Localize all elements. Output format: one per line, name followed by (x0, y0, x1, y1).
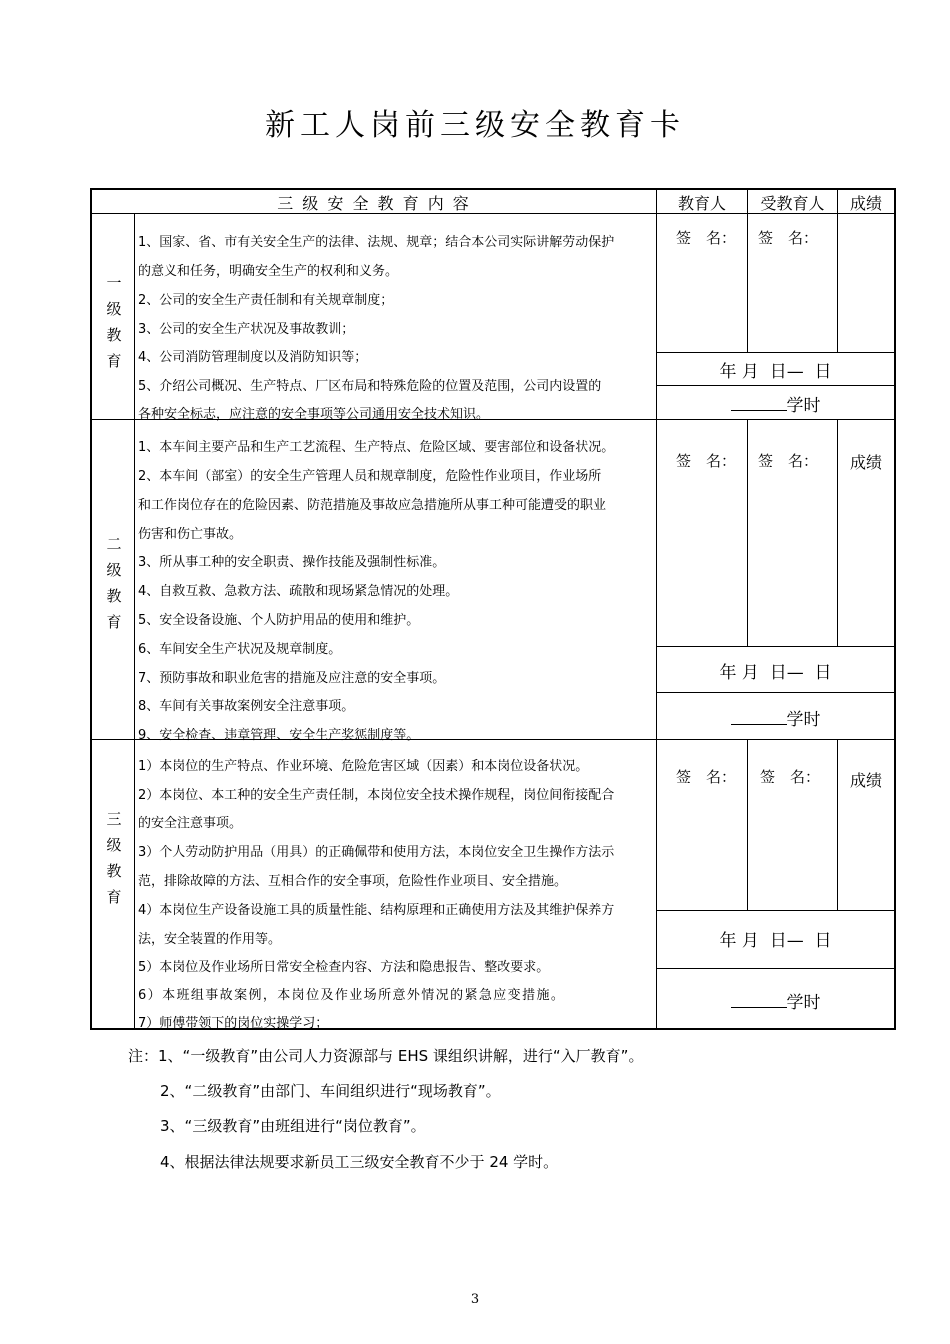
level-2-line: 8、车间有关事故案例安全注意事项。 (138, 699, 355, 714)
level-2-line: 伤害和伤亡事故。 (138, 527, 243, 542)
level-1-line: 2、公司的安全生产责任制和有关规章制度； (138, 293, 394, 308)
label-column-divider (134, 214, 135, 1029)
date-hours-divider (656, 692, 895, 693)
level-1-educator-signature: 签 名： (676, 229, 737, 247)
level-3-line: 6）本班组事故案例，本岗位及作业场所意外情况的紧急应变措施。 (138, 988, 566, 1003)
label-char: 级 (106, 561, 122, 579)
level-3-line: 2）本岗位、本工种的安全生产责任制，本岗位安全技术操作规程，岗位间衔接配合 (138, 788, 615, 803)
level-1-line: 3、公司的安全生产状况及事故教训； (138, 322, 355, 337)
level-2-line: 2、本车间（部室）的安全生产管理人员和规章制度，危险性作业项目，作业场所 (138, 469, 602, 484)
header-educatee: 受教育人 (760, 194, 825, 213)
note-1: 注：1、“一级教育”由公司人力资源部与 EHS 课组织讲解，进行“入厂教育”。 (128, 1047, 644, 1065)
level-2-line: 7、预防事故和职业危害的措施及应注意的安全事项。 (138, 671, 446, 686)
level-1-line: 的意义和任务，明确安全生产的权利和义务。 (138, 264, 399, 279)
level-3-hours (657, 988, 894, 1013)
level-3-line: 7）师傅带领下的岗位实操学习； (138, 1016, 329, 1031)
level-3-score: 成绩 (850, 771, 883, 790)
level-2-hours (657, 705, 894, 730)
level-3-line: 5）本岗位及作业场所日常安全检查内容、方法和隐患报告、整改要求。 (138, 960, 550, 975)
label-char: 一 (106, 274, 122, 292)
header-content: 三 级 安 全 教 育 内 容 (277, 194, 471, 213)
note-2: 2、“二级教育”由部门、车间组织进行“现场教育”。 (160, 1082, 501, 1100)
label-char: 教 (106, 862, 122, 880)
date-hours-divider (656, 385, 895, 386)
hours-suffix: 学时 (786, 993, 821, 1013)
label-char: 级 (106, 300, 122, 318)
header-educator: 教育人 (677, 194, 726, 213)
label-char: 教 (106, 326, 122, 344)
column-divider (837, 420, 838, 646)
level-3-line: 3）个人劳动防护用品（用具）的正确佩带和使用方法，本岗位安全卫生操作方法示 (138, 845, 615, 860)
level-1-line: 1、国家、省、市有关安全生产的法律、法规、规章；结合本公司实际讲解劳动保护 (138, 235, 615, 250)
hours-suffix: 学时 (786, 396, 821, 416)
hours-blank (731, 992, 787, 1008)
label-char: 育 (106, 352, 122, 370)
level-2-educatee-signature: 签 名： (758, 452, 819, 470)
column-divider (837, 740, 838, 910)
date-hours-divider (656, 968, 895, 969)
level-2-line: 6、车间安全生产状况及规章制度。 (138, 642, 342, 657)
level-2-label (101, 531, 127, 635)
sign-date-divider (656, 646, 895, 647)
level-1-line: 4、公司消防管理制度以及消防知识等； (138, 350, 368, 365)
header-score: 成绩 (849, 194, 882, 213)
level-1-label (101, 270, 127, 374)
page-title: 新工人岗前三级安全教育卡 (265, 108, 685, 143)
label-char: 育 (106, 613, 122, 631)
label-char: 教 (106, 587, 122, 605)
sign-date-divider (656, 352, 895, 353)
level-2-line: 和工作岗位存在的危险因素、防范措施及事故应急措施所从事工种可能遭受的职业 (138, 498, 607, 513)
level-2-line: 3、所从事工种的安全职责、操作技能及强制性标准。 (138, 555, 446, 570)
level-1-date: 年 月 日— 日 (719, 362, 832, 382)
sign-date-divider (656, 910, 895, 911)
level-1-hours (657, 391, 894, 416)
column-divider (747, 420, 748, 646)
level-1-line: 5、介绍公司概况、生产特点、厂区布局和特殊危险的位置及范围，公司内设置的 (138, 379, 602, 394)
note-3: 3、“三级教育”由班组进行“岗位教育”。 (160, 1117, 426, 1135)
level-2-date: 年 月 日— 日 (719, 663, 832, 683)
level-2-educator-signature: 签 名： (676, 452, 737, 470)
label-char: 三 (106, 810, 122, 828)
table-border-right (894, 188, 896, 1030)
hours-blank (731, 395, 787, 411)
level-1-educatee-signature: 签 名： (758, 229, 819, 247)
level-2-line: 9、安全检查、违章管理、安全生产奖惩制度等。 (138, 728, 420, 743)
column-divider (747, 740, 748, 910)
level-3-label (101, 806, 127, 910)
label-char: 二 (106, 535, 122, 553)
level-2-line: 1、本车间主要产品和生产工艺流程、生产特点、危险区域、要害部位和设备状况。 (138, 440, 615, 455)
level-3-line: 法，安全装置的作用等。 (138, 932, 282, 947)
level-3-educatee-signature: 签 名： (760, 768, 821, 786)
level-2-line: 5、安全设备设施、个人防护用品的使用和维护。 (138, 613, 420, 628)
hours-blank (731, 709, 787, 725)
hours-suffix: 学时 (786, 710, 821, 730)
table-border-left (90, 188, 92, 1030)
table-border-top (90, 188, 896, 190)
note-4: 4、根据法律法规要求新员工三级安全教育不少于 24 学时。 (160, 1153, 559, 1171)
level-3-line: 范，排除故障的方法、互相合作的安全事项，危险性作业项目、安全措施。 (138, 874, 568, 889)
level-3-date: 年 月 日— 日 (719, 931, 832, 951)
level-2-score: 成绩 (850, 453, 883, 472)
label-char: 育 (106, 888, 122, 906)
level-3-line: 的安全注意事项。 (138, 816, 243, 831)
level-3-line: 1）本岗位的生产特点、作业环境、危险危害区域（因素）和本岗位设备状况。 (138, 759, 589, 774)
page-number: 3 (470, 1292, 480, 1307)
label-char: 级 (106, 836, 122, 854)
level-3-educator-signature: 签 名： (676, 768, 737, 786)
level-3-line: 4）本岗位生产设备设施工具的质量性能、结构原理和正确使用方法及其维护保养方 (138, 903, 615, 918)
level-2-line: 4、自救互救、急救方法、疏散和现场紧急情况的处理。 (138, 584, 459, 599)
level-1-line: 各种安全标志，应注意的安全事项等公司通用安全技术知识。 (138, 407, 490, 422)
